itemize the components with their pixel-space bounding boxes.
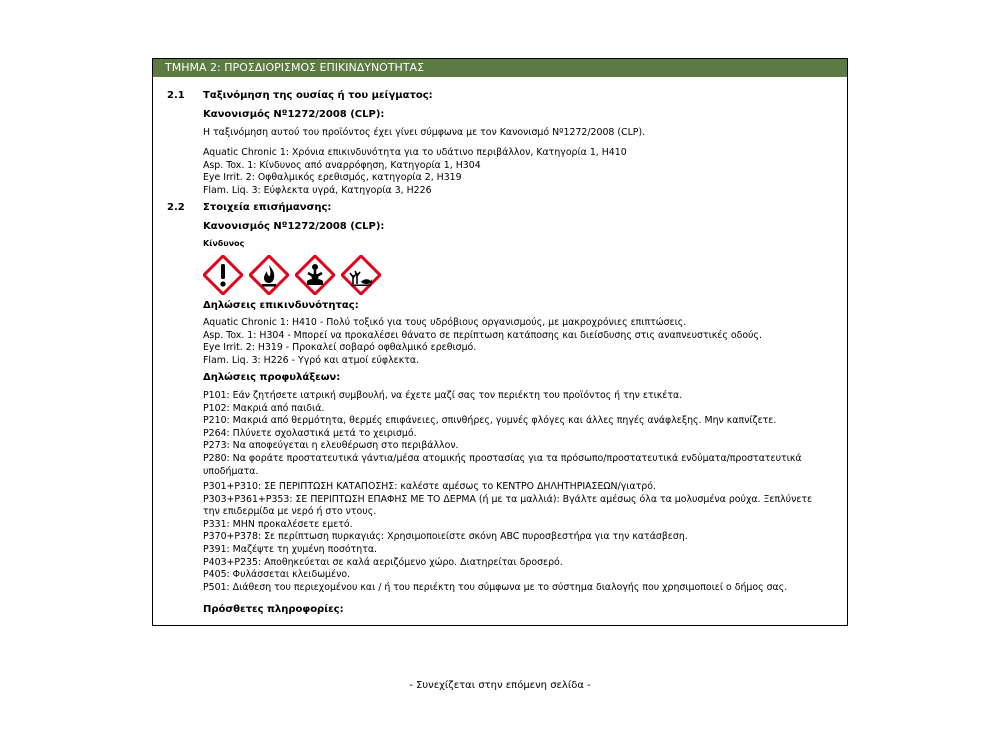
heading-additional-information: Πρόσθετες πληροφορίες: xyxy=(203,604,344,615)
classification-line: Eye Irrit. 2: Οφθαλμικός ερεθισμός, κατηγορία 2, H319 xyxy=(203,172,462,184)
precaution-line: P405: Φυλάσσεται κλειδωμένο. xyxy=(203,569,351,581)
heading-precautionary-statements: Δηλώσεις προφυλάξεων: xyxy=(203,372,341,383)
precaution-line: υποδήματα. xyxy=(203,465,259,477)
health-hazard-icon xyxy=(295,255,335,295)
flame-icon xyxy=(249,255,289,295)
regulation-label-1: Κανονισμός Nº1272/2008 (CLP): xyxy=(203,109,385,120)
precaution-line: P301+P310: ΣΕ ΠΕΡΙΠΤΩΣΗ ΚΑΤΑΠΟΣΗΣ: καλέστε αμέσως το ΚΕΝΤΡΟ ΔΗΛΗΤΗΡΙΑΣΕΩΝ/γιατρό. xyxy=(203,481,656,492)
environment-icon xyxy=(341,255,381,295)
precaution-line: P264: Πλύνετε σχολαστικά μετά το χειρισμό. xyxy=(203,427,417,439)
hazard-statement: Flam. Liq. 3: H226 - Υγρό και ατμοί εύφλεκτα. xyxy=(203,354,420,366)
section-title-bar: ΤΜΗΜΑ 2: ΠΡΟΣΔΙΟΡΙΣΜΟΣ ΕΠΙΚΙΝΔΥΝΟΤΗΤΑΣ xyxy=(153,59,847,77)
heading-label-elements: Στοιχεία επισήμανσης: xyxy=(203,202,332,213)
classification-line: Aquatic Chronic 1: Χρόνια επικινδυνότητα για το υδάτινο περιβάλλον, Κατηγορία 1, H410 xyxy=(203,147,627,158)
section-number-2-2: 2.2 xyxy=(167,202,185,213)
classification-line: Asp. Tox. 1: Κίνδυνος από αναρρόφηση, Κατηγορία 1, H304 xyxy=(203,159,481,171)
heading-classification: Ταξινόμηση της ουσίας ή του μείγματος: xyxy=(203,90,433,101)
classification-statement: Η ταξινόμηση αυτού του προϊόντος έχει γίνει σύμφωνα με τον Κανονισμό Nº1272/2008 (CLP). xyxy=(203,127,646,138)
section-number-2-1: 2.1 xyxy=(167,90,185,101)
hazard-statement: Eye Irrit. 2: H319 - Προκαλεί σοβαρό οφθαλμικό ερεθισμό. xyxy=(203,342,477,354)
precaution-line: P101: Εάν ζητήσετε ιατρική συμβουλή, να έχετε μαζί σας τον περιέκτη του προϊόντος ή την ετικέτα. xyxy=(203,390,683,401)
precaution-line: την επιδερμίδα με νερό ή στο ντους. xyxy=(203,506,377,518)
hazard-statement: Asp. Tox. 1: H304 - Μπορεί να προκαλέσει θάνατο σε περίπτωση κατάποσης και διείσδυσης στις αναπνευστικές οδούς. xyxy=(203,329,762,341)
signal-word: Κίνδυνος xyxy=(203,239,245,248)
precaution-line: P403+P235: Αποθηκεύεται σε καλά αεριζόμενο χώρο. Διατηρείται δροσερό. xyxy=(203,556,563,568)
precaution-line: P102: Μακριά από παιδιά. xyxy=(203,402,325,414)
section-box xyxy=(152,58,848,626)
precaution-line: P391: Μαζέψτε τη χυμένη ποσότητα. xyxy=(203,544,378,555)
hazard-statement: Aquatic Chronic 1: H410 - Πολύ τοξικό για τους υδρόβιους οργανισμούς, με μακροχρόνιες επιπτώσεις. xyxy=(203,317,687,328)
precaution-line: P273: Να αποφεύγεται η ελευθέρωση στο περιβάλλον. xyxy=(203,440,459,452)
precaution-line: P501: Διάθεση του περιεχομένου και / ή του περιέκτη του σύμφωνα με το σύστημα διαλογής που χρησιμοποιεί ο δήμος σας. xyxy=(203,581,788,593)
exclamation-mark-icon xyxy=(203,255,243,295)
heading-hazard-statements: Δηλώσεις επικινδυνότητας: xyxy=(203,300,359,311)
precaution-line: P280: Να φοράτε προστατευτικά γάντια/μέσα ατομικής προστασίας για τα πρόσωπο/προστατευτικά ενδύματα/προστατευτικά xyxy=(203,453,802,464)
continued-footer: - Συνεχίζεται στην επόμενη σελίδα - xyxy=(409,680,591,691)
precaution-line: P303+P361+P353: ΣΕ ΠΕΡΙΠΤΩΣΗ ΕΠΑΦΗΣ ΜΕ ΤΟ ΔΕΡΜΑ (ή με τα μαλλιά): Βγάλτε αμέσως όλα τα μολυσμένα ρούχα. Ξεπλύνετε xyxy=(203,493,813,505)
precaution-line: P331: ΜΗΝ προκαλέσετε εμετό. xyxy=(203,518,353,530)
regulation-label-2: Κανονισμός Nº1272/2008 (CLP): xyxy=(203,221,385,232)
precaution-line: P370+P378: Σε περίπτωση πυρκαγιάς: Χρησιμοποιείστε σκόνη ABC πυροσβεστήρα για την κατάσβεση. xyxy=(203,531,688,543)
precaution-line: P210: Μακριά από θερμότητα, θερμές επιφάνειες, σπινθήρες, γυμνές φλόγες και άλλες πηγές ανάφλεξης. Μην καπνίζετε. xyxy=(203,415,777,427)
classification-line: Flam. Liq. 3: Εύφλεκτα υγρά, Κατηγορία 3, H226 xyxy=(203,184,432,196)
